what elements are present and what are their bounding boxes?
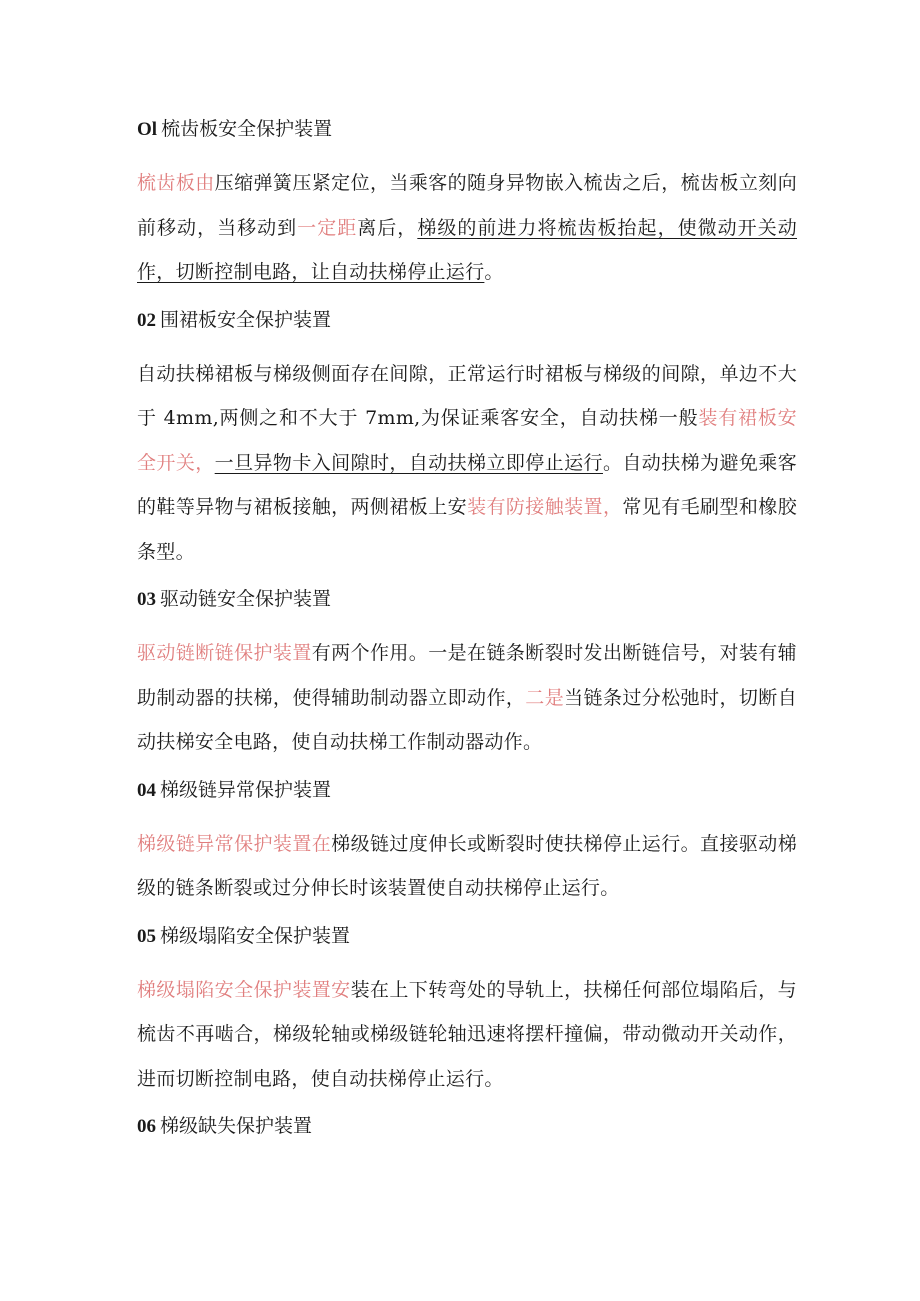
section-heading	[137, 582, 797, 617]
highlight-text: 二是	[525, 686, 565, 709]
highlight-text: 驱动链断链保护装置	[137, 642, 312, 664]
body-text: 。自动扶梯为避免乘客的鞋等异物与裙板接触，两侧裙板上安	[137, 451, 797, 518]
section-title: 梯级缺失保护装置	[160, 1115, 313, 1137]
section-number: 06	[137, 1116, 156, 1137]
highlight-text: 梯级链异常保护装置在	[137, 832, 332, 855]
section-number: 02	[137, 309, 156, 331]
section-heading	[137, 773, 797, 808]
highlight-text: 梯级塌陷安全保护装置安	[137, 978, 351, 1001]
body-text: 。	[484, 261, 504, 283]
section-paragraph	[137, 161, 797, 295]
section-paragraph	[137, 631, 797, 765]
section-number: 03	[137, 589, 156, 610]
section-title: 驱动链安全保护装置	[160, 588, 332, 610]
document-body	[137, 112, 797, 1158]
highlight-text: 梳齿板由	[137, 172, 215, 194]
highlight-text: 装有裙板安全开关，	[137, 407, 797, 474]
body-text: 压缩弹簧压紧定位，当乘客的随身异物嵌入梳齿之后，梳齿板立刻向前移动，当移动到	[137, 172, 797, 239]
underlined-text: 梯级的前进力将梳齿板抬起，使微动开关动作，切断控制电路，让自动扶梯停止运行	[137, 216, 798, 283]
highlight-text: 一定距	[297, 216, 358, 239]
section-title: 梯级链异常保护装置	[160, 778, 332, 801]
body-text: 常见有毛刷型和橡胶条型。	[137, 496, 798, 563]
section-paragraph	[137, 822, 797, 911]
section-number: 05	[137, 925, 156, 947]
section-title: 围裙板安全保护装置	[160, 308, 332, 331]
highlight-text: 装有防接触装置，	[467, 496, 623, 518]
body-text: 当链条过分松弛时，切断自动扶梯安全电路，使自动扶梯工作制动器动作。	[137, 686, 797, 753]
section-title: 梳齿板安全保护装置	[161, 118, 333, 140]
section-heading	[137, 112, 797, 147]
body-text: 有两个作用。一是在链条断裂时发出断链信号，对装有辅助制动器的扶梯，使得辅助制动器立即动作，	[137, 642, 797, 709]
section-heading	[137, 303, 797, 338]
body-text: 装在上下转弯处的导轨上，扶梯任何部位塌陷后，与梳齿不再啮合，梯级轮轴或梯级链轮轴迅速将摆杆撞偏，带动微动开关动作，进而切断控制电路，使自动扶梯停止运行。	[137, 978, 797, 1090]
section-number: Ol	[137, 119, 158, 140]
section-paragraph	[137, 968, 797, 1102]
section-paragraph	[137, 352, 797, 575]
section-number: 04	[137, 779, 156, 801]
body-text: 梯级链过度伸长或断裂时使扶梯停止运行。直接驱动梯级的链条断裂或过分伸长时该装置使自动扶梯停止运行。	[137, 832, 797, 899]
underlined-text: 一旦异物卡入间隙时，自动扶梯立即停止运行	[214, 451, 603, 474]
section-heading	[137, 919, 797, 954]
section-title: 梯级塌陷安全保护装置	[160, 924, 351, 947]
body-text: 离后，	[357, 216, 418, 239]
body-text: 自动扶梯裙板与梯级侧面存在间隙，正常运行时裙板与梯级的间隙，单边不大于 4mm,两侧之和不大于 7mm,为保证乘客安全，自动扶梯一般	[137, 362, 797, 429]
section-heading	[137, 1109, 797, 1144]
